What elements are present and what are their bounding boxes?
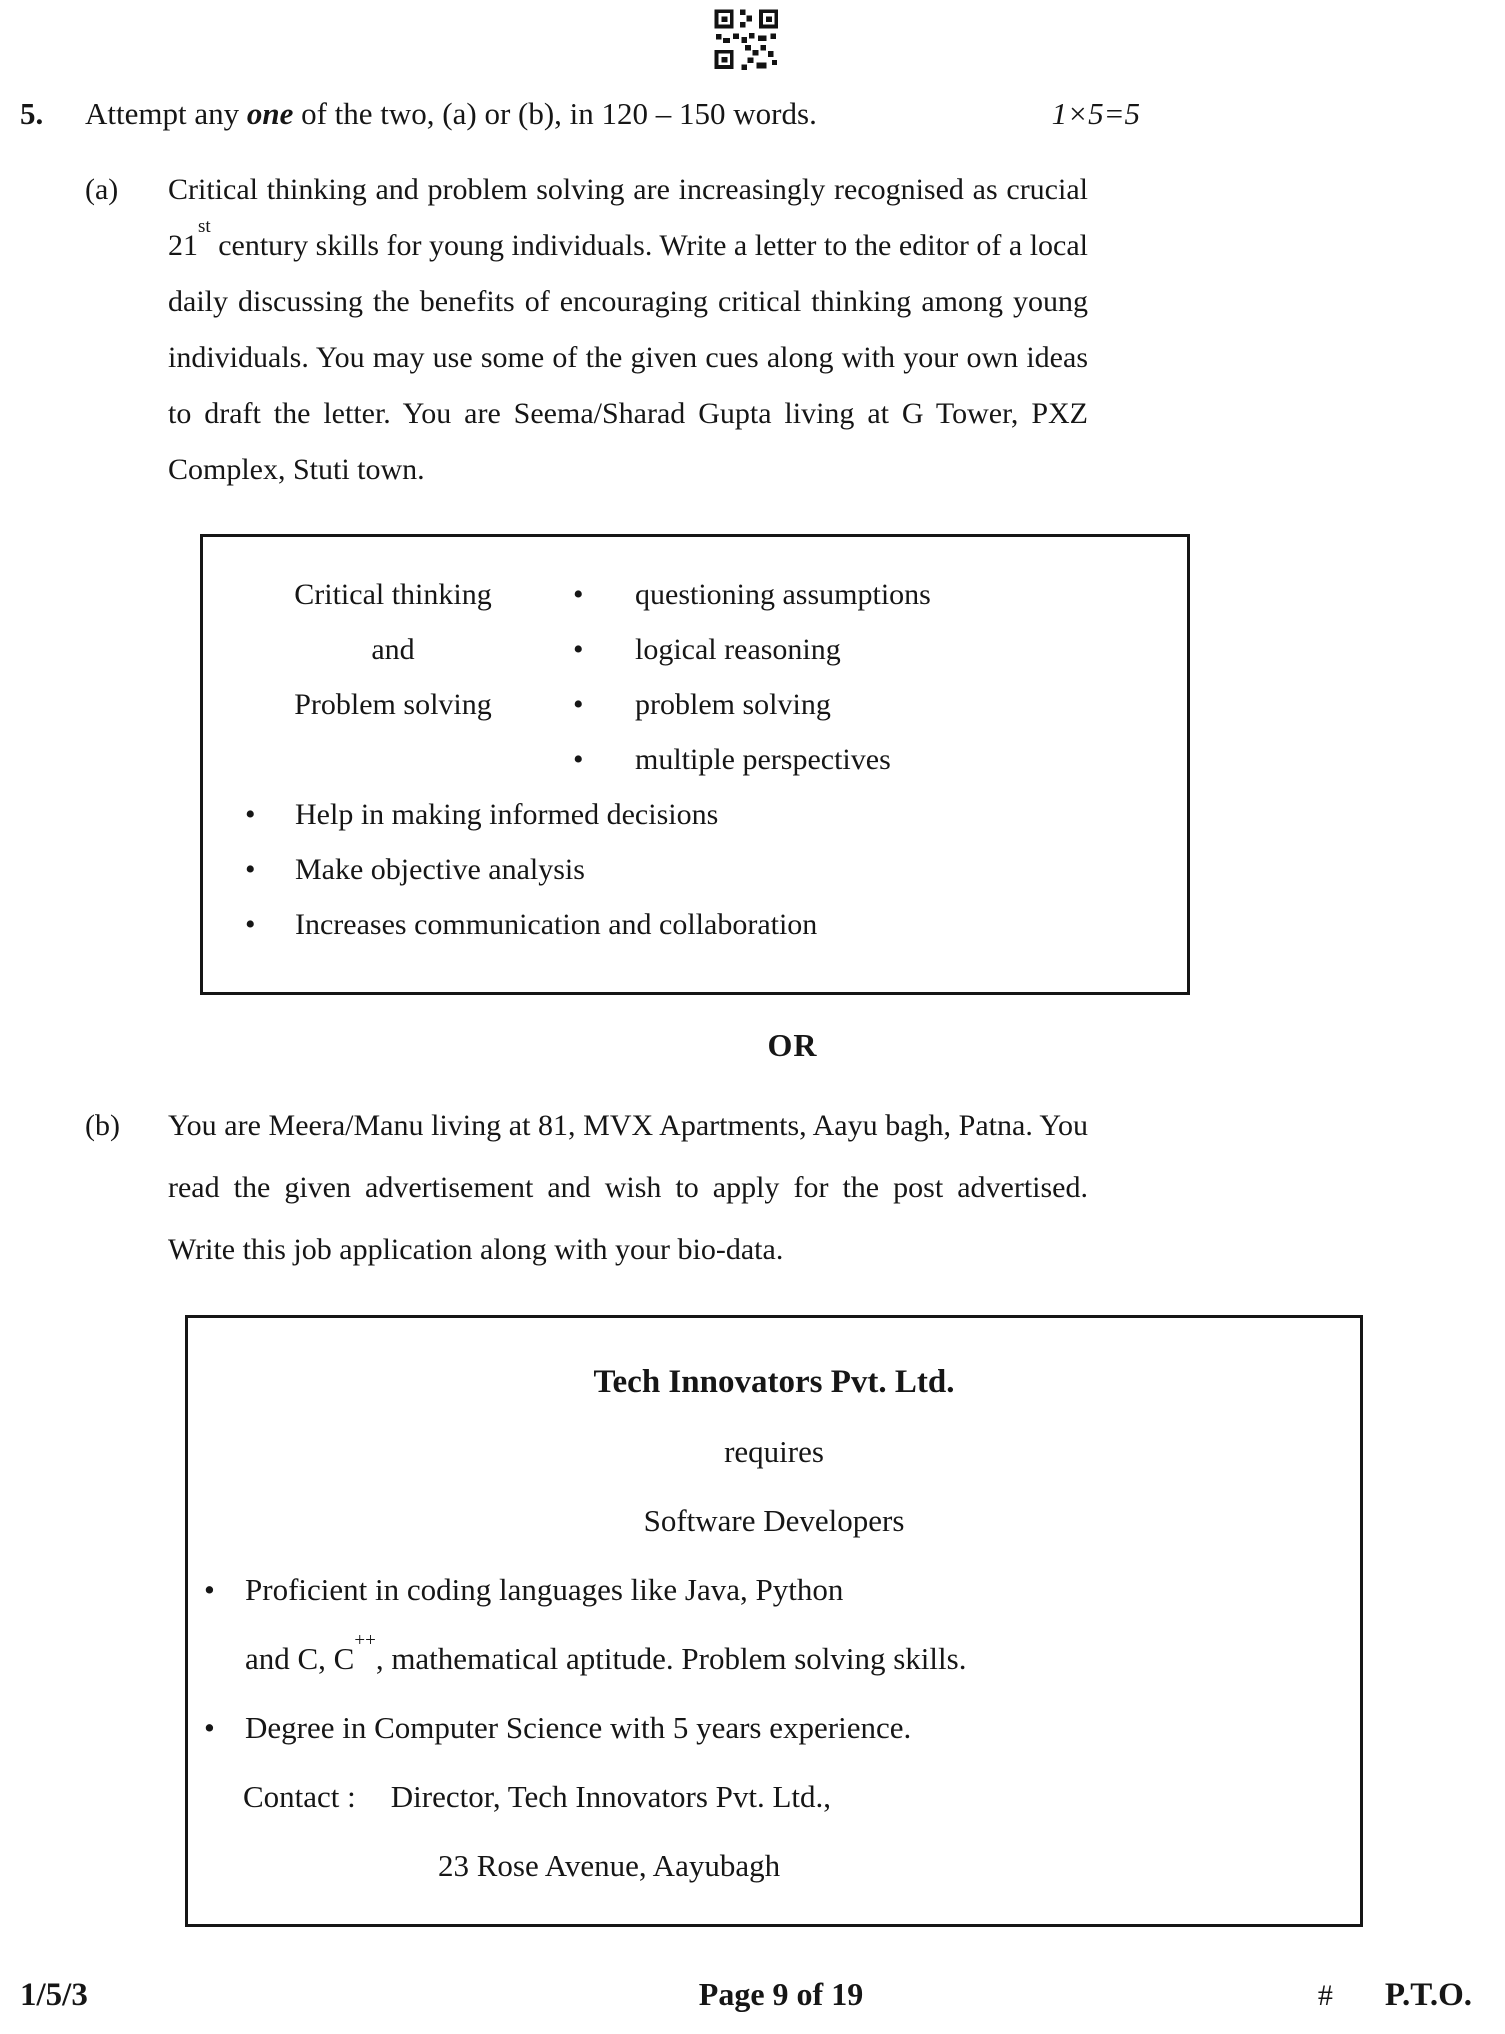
qr-code	[0, 8, 1499, 78]
list-item	[573, 677, 931, 732]
or-separator: OR	[767, 1027, 818, 1063]
part-a-text: Critical thinking and problem solving are increasingly recognised as crucial 21	[168, 173, 1088, 262]
part-b-paragraph: You are Meera/Manu living at 81, MVX Apartments, Aayu bagh, Patna. You read the given advertisement and wish to apply for the post advertised. Write this job application along with your bio-data.	[168, 1109, 1088, 1266]
ordinal-superscript: st	[198, 216, 211, 237]
bullet-text: logical reasoning	[635, 633, 841, 666]
page-number: Page 9 of 19	[698, 1976, 864, 2012]
company-name: Tech Innovators Pvt. Ltd.	[593, 1364, 955, 1400]
bullet-text: Degree in Computer Science with 5 years experience.	[245, 1710, 912, 1745]
bullet-icon: •	[573, 688, 584, 721]
requires-line: requires	[724, 1434, 824, 1469]
bullet-icon: •	[245, 798, 256, 831]
question-text-suffix: of the two, (a) or (b), in 120 – 150 words.	[293, 96, 817, 131]
cue-box-right-bullets	[573, 567, 931, 787]
question-text-prefix: Attempt any	[85, 96, 247, 131]
bullet-text: Make objective analysis	[295, 853, 585, 886]
cue-label-line: and	[371, 633, 415, 666]
part-b-label: (b)	[85, 1109, 120, 1142]
bullet-text: Increases communication and collaboration	[295, 908, 818, 941]
bullet-line	[245, 1624, 966, 1693]
footer-right	[828, 1977, 1472, 2014]
bullet-icon: •	[204, 1710, 215, 1745]
cue-label-line: Critical thinking	[294, 578, 492, 611]
contact-value: Director, Tech Innovators Pvt. Ltd.,	[390, 1779, 832, 1814]
contact-row	[243, 1762, 1360, 1831]
list-item	[573, 732, 931, 787]
list-item	[245, 842, 1169, 897]
list-item	[204, 1693, 1360, 1762]
question-text-emphasis: one	[246, 96, 294, 131]
cue-box	[200, 534, 1190, 995]
part-a-label: (a)	[85, 173, 119, 206]
bullet-text	[245, 1555, 966, 1693]
bullet-text: multiple perspectives	[635, 743, 891, 776]
part-a-paragraph	[168, 162, 1088, 498]
list-item	[204, 1555, 1360, 1693]
cue-box-top-section	[233, 567, 1169, 787]
bullet-text: problem solving	[635, 688, 831, 721]
contact-label: Contact :	[243, 1779, 356, 1814]
hash-symbol: #	[1317, 1979, 1333, 2012]
part-a-text-continued: century skills for young individuals. Write a letter to the editor of a local daily discussing the benefits of encouraging critical thinking among young individuals. You may use some of the given cues along with your own ideas to draft the letter. You are Seema/Sharad Gupta living at G Tower, PXZ Complex, Stuti town.	[168, 229, 1088, 486]
part-b	[0, 1095, 1505, 1281]
question-text	[85, 96, 817, 132]
list-item	[573, 567, 931, 622]
plus-plus-superscript: ++	[354, 1629, 376, 1651]
cue-label-line: Problem solving	[294, 688, 492, 721]
question-5-header	[0, 96, 1140, 132]
part-a	[0, 162, 1505, 498]
role-line: Software Developers	[643, 1503, 905, 1538]
question-marks: 1×5=5	[1051, 96, 1140, 131]
bullet-icon: •	[204, 1572, 215, 1607]
question-number: 5.	[20, 96, 44, 131]
bullet-icon: •	[245, 908, 256, 941]
list-item	[245, 897, 1169, 952]
bullet-text: Help in making informed decisions	[295, 798, 719, 831]
bullet-icon: •	[245, 853, 256, 886]
cue-box-bottom-bullets	[245, 787, 1169, 952]
bullet-text: questioning assumptions	[635, 578, 931, 611]
bullet-line-text: , mathematical aptitude. Problem solving skills.	[375, 1641, 967, 1676]
list-item	[245, 787, 1169, 842]
cue-box-left-label	[243, 567, 543, 787]
qr-code-icon	[712, 8, 782, 74]
paper-code: 1/5/3	[20, 1977, 88, 2013]
bullet-icon: •	[573, 743, 584, 776]
page-footer	[0, 1976, 1505, 2014]
bullet-line-text: and C, C	[245, 1641, 355, 1676]
contact-address: 23 Rose Avenue, Aayubagh	[438, 1848, 781, 1883]
bullet-icon: •	[573, 633, 584, 666]
bullet-icon: •	[573, 578, 584, 611]
advertisement-box	[185, 1315, 1363, 1927]
list-item	[573, 622, 931, 677]
pto-label: P.T.O.	[1384, 1977, 1472, 2013]
bullet-line: Proficient in coding languages like Java, Python	[245, 1572, 844, 1607]
